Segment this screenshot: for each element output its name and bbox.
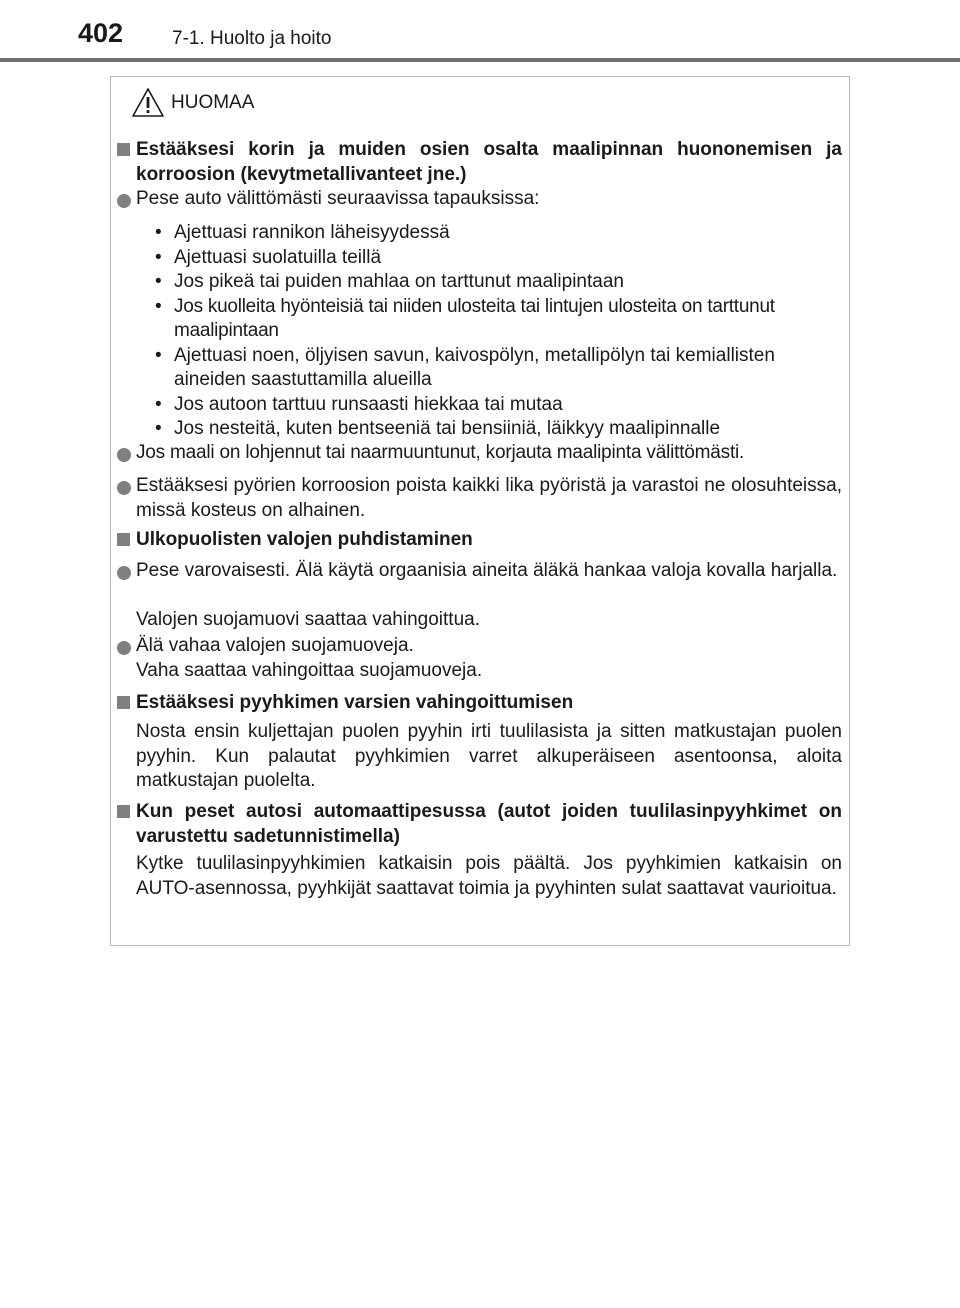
bullet-dot-icon	[117, 448, 131, 462]
list-item: • Ajettuasi rannikon läheisyydessä	[155, 222, 450, 243]
list-item: • Ajettuasi noen, öljyisen savun, kaivospölyn, metallipölyn tai kemiallisten aineiden saastuttamilla alueilla	[155, 344, 775, 390]
header-rule	[0, 58, 960, 62]
list-item: • Jos kuolleita hyönteisiä tai niiden ulosteita tai lintujen ulosteita on tarttunut maalipintaan	[155, 295, 775, 341]
paragraph: Vaha saattaa vahingoittaa suojamuoveja.	[136, 659, 483, 681]
paragraph: Älä vahaa valojen suojamuoveja.	[136, 635, 414, 656]
list-item: • Jos nesteitä, kuten bentseeniä tai bensiiniä, läikkyy maalipinnalle	[155, 418, 721, 439]
section-title: Estääksesi pyyhkimen varsien vahingoittumisen	[136, 692, 574, 713]
page-header	[0, 0, 960, 62]
warning-triangle-icon	[131, 87, 165, 119]
paragraph: Jos maali on lohjennut tai naarmuuntunut, korjauta maalipinta välittömästi.	[136, 442, 745, 463]
list-item: • Jos pikeä tai puiden mahlaa on tarttunut maalipintaan	[155, 271, 624, 292]
paragraph: Pese auto välittömästi seuraavissa tapauksissa:	[136, 188, 540, 209]
paragraph: Kytke tuulilasinpyyhkimien katkaisin pois päältä. Jos pyyhkimien katkaisin on AUTO-asennossa, pyyhkijät saattavat toimia ja pyyhinten sulat saattavat vaurioitua.	[136, 853, 842, 899]
section-title: Ulkopuolisten valojen puhdistaminen	[136, 529, 473, 550]
bullet-dot-icon	[117, 566, 131, 580]
paragraph: Nosta ensin kuljettajan puolen pyyhin irti tuulilasista ja sitten matkustajan puolen pyyhin. Kun palautat pyyhkimien varret alkuperäiseen asentoonsa, aloita matkustajan puolelta.	[136, 721, 842, 791]
page-number: 402	[78, 18, 124, 48]
section-marker-icon	[117, 533, 130, 546]
section-marker-icon	[117, 143, 130, 156]
bullet-dot-icon	[117, 194, 131, 208]
notice-title: HUOMAA	[171, 92, 255, 113]
section-marker-icon	[117, 805, 130, 818]
notice-header	[131, 85, 254, 121]
list-item: • Jos autoon tarttuu runsaasti hiekkaa tai mutaa	[155, 393, 563, 415]
notice-box	[110, 76, 850, 946]
section-title: Kun peset autosi automaattipesussa (autot joiden tuulilasinpyyhkimet on varustettu sadetunnistimella)	[136, 801, 842, 847]
bullet-dot-icon	[117, 641, 131, 655]
section-marker-icon	[117, 696, 130, 709]
bullet-dot-icon	[117, 481, 131, 495]
paragraph: Valojen suojamuovi saattaa vahingoittua.	[136, 609, 480, 630]
list-item: • Ajettuasi suolatuilla teillä	[155, 246, 382, 268]
chapter-title: 7-1. Huolto ja hoito	[172, 28, 332, 49]
paragraph: Estääksesi pyörien korroosion poista kaikki lika pyöristä ja varastoi ne olosuhteissa, missä kosteus on alhainen.	[136, 475, 842, 521]
paragraph: Pese varovaisesti. Älä käytä orgaanisia aineita äläkä hankaa valoja kovalla harjalla.	[136, 560, 838, 581]
section-title: Estääksesi korin ja muiden osien osalta maalipinnan huononemisen ja korroosion (kevytmetallivanteet jne.)	[136, 139, 842, 185]
